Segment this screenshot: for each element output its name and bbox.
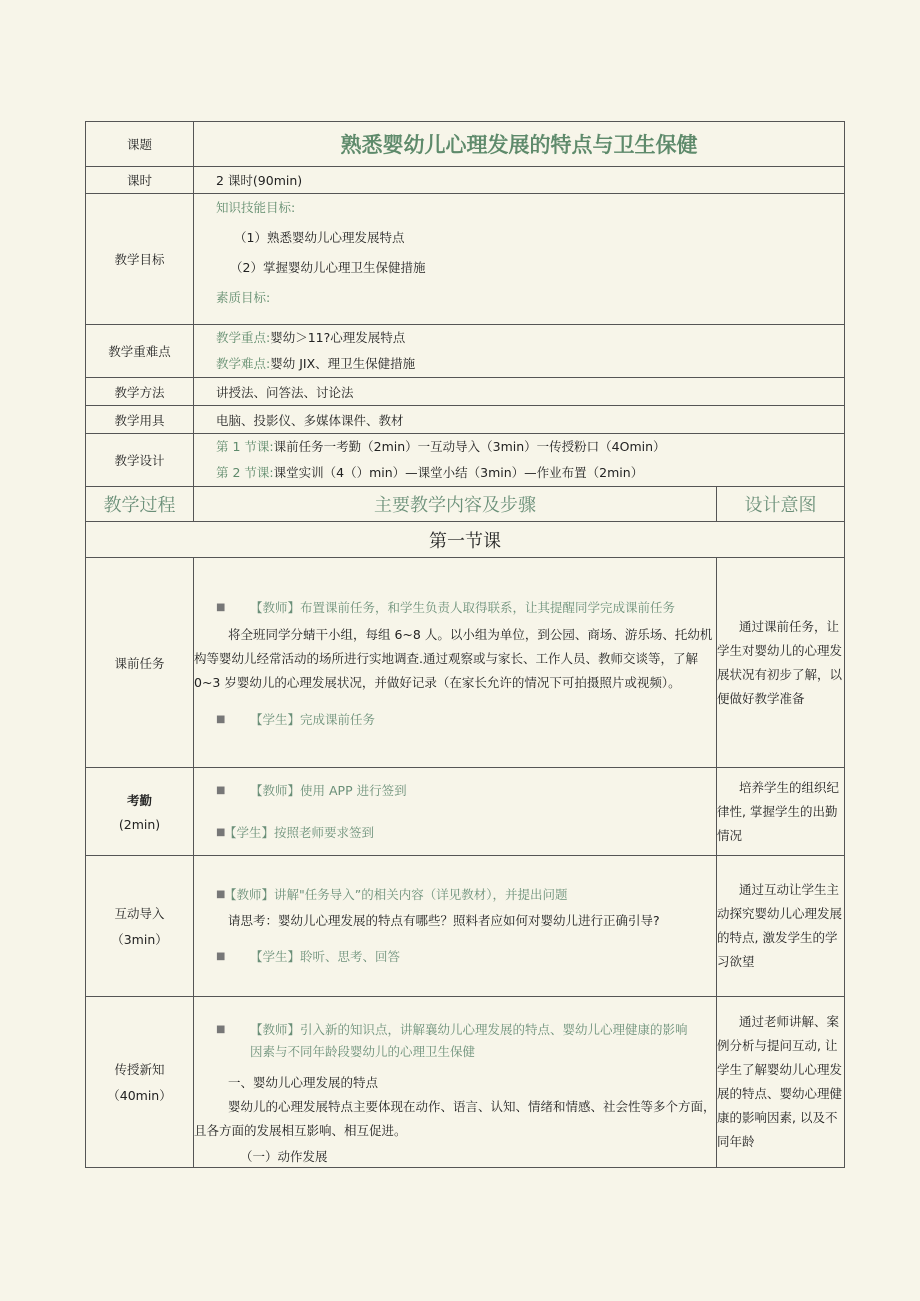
attendance-label-cell xyxy=(86,768,194,856)
column-content: 主要教学内容及步骤 xyxy=(194,487,717,522)
attendance-student-text: 【学生】按照老师要求签到 xyxy=(224,824,375,840)
method-value: 讲授法、问答法、讨论法 xyxy=(194,378,845,406)
hours-label: 课时 xyxy=(86,167,194,194)
pretask-intent: 通过课前任务，让学生对婴幼儿的心理发展状况有初步了解，以便做好教学准备 xyxy=(717,558,845,768)
tools-value: 电脑、投影仪、多媒体课件、教材 xyxy=(194,406,845,434)
teach-content xyxy=(194,997,717,1168)
page-title: 熟悉婴幼儿心理发展的特点与卫生保健 xyxy=(194,122,845,167)
attendance-time: (2min) xyxy=(118,817,161,832)
design-cell xyxy=(194,434,845,487)
pretask-row xyxy=(86,558,845,768)
key-point: 婴幼＞11?心理发展特点 xyxy=(270,330,406,345)
pretask-content xyxy=(194,558,717,768)
attendance-label: 考勤 xyxy=(126,793,152,808)
bullet-icon: ■ xyxy=(216,601,226,613)
design-1-text: 课前任务一考勤（2min）一互动导入（3min）一传授粉口（4Omin） xyxy=(273,439,666,454)
design-row xyxy=(86,434,845,487)
teach-sub-1: （一）动作发展 xyxy=(240,1149,328,1164)
bullet-icon: ■ xyxy=(216,713,226,725)
goal-knowledge-title: 知识技能目标: xyxy=(216,200,296,215)
teach-label-cell xyxy=(86,997,194,1168)
column-intent: 设计意图 xyxy=(717,487,845,522)
design-1 xyxy=(194,434,844,460)
design-1-label: 第 1 节课: xyxy=(216,439,274,454)
attendance-teacher-text: 【教师】使用 APP 进行签到 xyxy=(250,782,407,798)
topic-row xyxy=(86,122,845,167)
teach-label: 传授新知 xyxy=(114,1062,165,1077)
intro-teacher xyxy=(194,884,716,906)
key-point-label: 教学重点: xyxy=(216,330,271,345)
design-label: 教学设计 xyxy=(86,434,194,487)
intro-label-cell xyxy=(86,856,194,997)
bullet-icon: ■ xyxy=(216,951,226,962)
teach-teacher-text: 【教师】引入新的知识点，讲解襄幼儿心理发展的特点、婴幼儿心理健康的影响因素与不同年龄段婴幼儿的心理卫生保健 xyxy=(250,1022,688,1059)
teach-row xyxy=(86,997,845,1168)
intro-content xyxy=(194,856,717,997)
pretask-student-text: 【学生】完成课前任务 xyxy=(250,711,376,727)
teach-intent: 通过老师讲解、案例分析与提问互动, 让学生了解婴幼儿心理发展的特点、婴幼心理健康的影响因素, 以及不同年龄 xyxy=(717,1014,843,1149)
goal-row xyxy=(86,194,845,325)
bullet-icon: ■ xyxy=(216,889,226,900)
intro-intent: 通过互动让学生主动探究婴幼儿心理发展的特点, 激发学生的学习欲望 xyxy=(717,856,845,997)
bullet-icon: ■ xyxy=(216,826,226,838)
design-2-label: 第 2 节课: xyxy=(216,465,274,480)
intro-time: （3min） xyxy=(111,932,168,947)
method-label: 教学方法 xyxy=(86,378,194,406)
design-2 xyxy=(194,460,844,486)
intro-teacher-text: 【教师】讲解"任务导入”的相关内容（详见教材），并提出问题 xyxy=(224,887,568,902)
key-point-line xyxy=(194,325,844,351)
tools-label: 教学用具 xyxy=(86,406,194,434)
section-row xyxy=(86,522,845,558)
teach-paragraph: 婴幼儿的心理发展特点主要体现在动作、语言、认知、情绪和情感、社会性等多个方面，且各方面的发展相互影响、相互促进。 xyxy=(194,1099,716,1138)
intro-row xyxy=(86,856,845,997)
tools-row xyxy=(86,406,845,434)
design-2-text: 课堂实训（4（）min）—课堂小结（3min）—作业布置（2min） xyxy=(273,465,644,480)
intro-student-text: 【学生】聆听、思考、回答 xyxy=(250,949,401,964)
key-row xyxy=(86,325,845,378)
bullet-icon: ■ xyxy=(216,784,226,796)
attendance-row xyxy=(86,768,845,856)
teach-time: （40min） xyxy=(107,1088,172,1103)
lesson-plan-table xyxy=(85,121,845,1168)
attendance-student xyxy=(194,822,716,844)
intro-question: 请思考：婴幼儿心理发展的特点有哪些？照料者应如何对婴幼儿进行正确引导? xyxy=(228,913,660,928)
key-cell xyxy=(194,325,845,378)
topic-label: 课题 xyxy=(86,122,194,167)
attendance-teacher xyxy=(194,780,716,822)
bullet-icon: ■ xyxy=(216,1024,226,1035)
pretask-teacher-text: 【教师】布置课前任务，和学生负责人取得联系，让其提醒同学完成课前任务 xyxy=(250,599,676,615)
teach-intent-cell xyxy=(717,997,845,1168)
goal-cell xyxy=(194,194,845,325)
column-header-row xyxy=(86,487,845,522)
pretask-label: 课前任务 xyxy=(86,558,194,768)
intro-student xyxy=(194,946,716,968)
goal-item-1: （1）熟悉婴幼儿心理发展特点 xyxy=(234,230,405,245)
difficult-label: 教学难点: xyxy=(216,356,271,371)
attendance-content xyxy=(194,768,717,856)
teach-teacher xyxy=(194,997,716,1063)
goal-item-2: （2）掌握婴幼儿心理卫生保健措施 xyxy=(230,260,426,275)
difficult-point: 婴幼 JIX、理卫生保健措施 xyxy=(270,356,416,371)
difficult-line xyxy=(194,351,844,377)
pretask-student xyxy=(194,697,716,743)
hours-value: 2 课时(90min) xyxy=(194,167,845,194)
key-label: 教学重难点 xyxy=(86,325,194,378)
hours-row xyxy=(86,167,845,194)
intro-label: 互动导入 xyxy=(114,906,165,921)
teach-heading-1: 一、婴幼儿心理发展的特点 xyxy=(228,1075,379,1090)
method-row xyxy=(86,378,845,406)
column-process: 教学过程 xyxy=(86,487,194,522)
section-title: 第一节课 xyxy=(86,522,845,558)
pretask-paragraph: 将全班同学分蜻干小组，每组 6~8 人。以小组为单位，到公园、商场、游乐场、托幼机构等婴幼儿经常活动的场所进行实地调查.通过观察或与家长、工作人员、教师交谈等，了解 0~3 岁婴幼儿的心理发展状况，并做好记录（在家长允许的情况下可拍摄照片或视频）。 xyxy=(194,626,713,690)
goal-label: 教学目标 xyxy=(86,194,194,325)
goal-quality-title: 素质目标: xyxy=(216,290,271,305)
pretask-teacher xyxy=(194,583,716,619)
attendance-intent: 培养学生的组织纪律性, 掌握学生的出勤情况 xyxy=(717,768,845,856)
